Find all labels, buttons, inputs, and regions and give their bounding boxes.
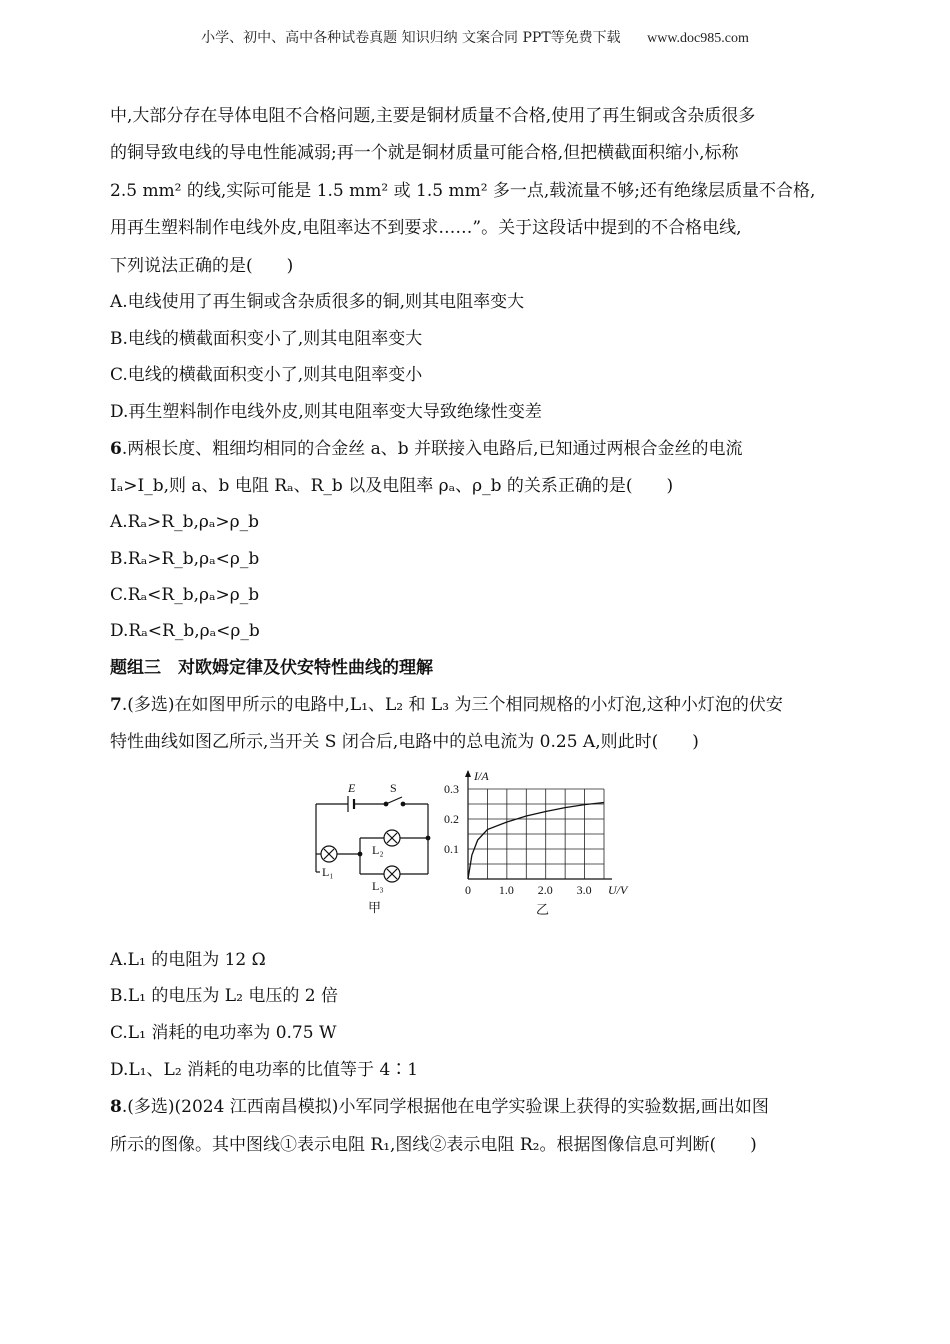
header-text: 小学、初中、高中各种试卷真题 知识归纳 文案合同 PPT等免费下载 [201, 30, 621, 46]
caption-yi: 乙 [536, 902, 550, 917]
chart-y-axis-label: I/A [474, 769, 489, 783]
chart-y-tick-label: 0.3 [444, 782, 459, 796]
chart-x-tick-label: 1.0 [498, 883, 514, 897]
q7-option-c: C.L₁ 消耗的电功率为 0.75 W [110, 1023, 337, 1043]
chart-curve [468, 803, 604, 880]
q7-option-b: B.L₁ 的电压为 L₂ 电压的 2 倍 [110, 986, 338, 1006]
switch-lever[interactable] [386, 797, 402, 804]
q8-text-1: .(多选)(2024 江西南昌模拟)小军同学根据他在电学实验课上获得的实验数据,画出如图 [121, 1097, 769, 1117]
chart-y-tick-label: 0.1 [444, 842, 459, 856]
q7-line-2: 特性曲线如图乙所示,当开关 S 闭合后,电路中的总电流为 0.25 A,则此时( ) [110, 732, 699, 752]
label-E: E [348, 781, 356, 795]
q6-line-2: Iₐ>I_b,则 a、b 电阻 Rₐ、R_b 以及电阻率 ρₐ、ρ_b 的关系正确的是( ) [110, 476, 674, 496]
page-header [0, 27, 950, 47]
q6-text-1: .两根长度、粗细均相同的合金丝 a、b 并联接入电路后,已知通过两根合金丝的电流 [121, 439, 743, 459]
q7-text-1: .(多选)在如图甲所示的电路中,L₁、L₂ 和 L₃ 为三个相同规格的小灯泡,这种小灯泡的伏安 [121, 695, 783, 715]
q8-line-1 [110, 1096, 769, 1118]
q6-number: 6 [110, 439, 122, 459]
junction-left [358, 852, 362, 856]
q6-line-1 [110, 438, 742, 460]
chart-x-tick-label: 3.0 [576, 883, 592, 897]
q7-figure [310, 762, 650, 918]
label-S: S [390, 781, 397, 795]
q5-option-a: A.电线使用了再生铜或含杂质很多的铜,则其电阻率变大 [110, 292, 525, 312]
q5-option-c: C.电线的横截面积变小了,则其电阻率变小 [110, 365, 423, 385]
q6-option-a: A.Rₐ>R_b,ρₐ>ρ_b [110, 512, 260, 532]
passage-line-3: 2.5 mm² 的线,实际可能是 1.5 mm² 或 1.5 mm² 多一点,载流量不够;还有绝缘层质量不合格, [110, 181, 816, 201]
passage-line-4: 用再生塑料制作电线外皮,电阻率达不到要求……”。关于这段话中提到的不合格电线, [110, 218, 742, 238]
q6-option-b: B.Rₐ>R_b,ρₐ<ρ_b [110, 549, 260, 569]
header-site[interactable]: www.doc985.com [647, 31, 749, 46]
passage-line-2: 的铜导致电线的导电性能减弱;再一个就是铜材质量可能合格,但把横截面积缩小,标称 [110, 143, 739, 163]
q7-line-1 [110, 694, 783, 716]
q5-option-b: B.电线的横截面积变小了,则其电阻率变大 [110, 329, 423, 349]
q7-option-a: A.L₁ 的电阻为 12 Ω [110, 950, 266, 970]
junction-right [426, 836, 430, 840]
chart-x-tick-label: 2.0 [537, 883, 553, 897]
q5-option-d: D.再生塑料制作电线外皮,则其电阻率变大导致绝缘性变差 [110, 402, 542, 422]
q8-number: 8 [110, 1097, 122, 1117]
q6-option-d: D.Rₐ<R_b,ρₐ<ρ_b [110, 621, 260, 641]
caption-jia: 甲 [368, 900, 382, 915]
chart-y-tick-label: 0.2 [444, 812, 459, 826]
iu-chart [444, 769, 629, 917]
q8-line-2: 所示的图像。其中图线①表示电阻 R₁,图线②表示电阻 R₂。根据图像信息可判断( ) [110, 1135, 757, 1155]
chart-x-tick-label: 0 [465, 883, 471, 897]
q7-option-d: D.L₁、L₂ 消耗的电功率的比值等于 4∶1 [110, 1060, 419, 1080]
passage-line-1: 中,大部分存在导体电阻不合格问题,主要是铜材质量不合格,使用了再生铜或含杂质很多 [110, 106, 756, 126]
label-L3: L₃ [372, 879, 384, 893]
q6-option-c: C.Rₐ<R_b,ρₐ>ρ_b [110, 585, 260, 605]
passage-line-5: 下列说法正确的是( ) [110, 256, 294, 276]
group3-title: 题组三 对欧姆定律及伏安特性曲线的理解 [110, 658, 433, 678]
label-L2: L₂ [372, 843, 384, 857]
label-L1: L₁ [322, 865, 334, 879]
q7-number: 7 [110, 695, 122, 715]
chart-x-axis-label: U/V [608, 883, 628, 897]
